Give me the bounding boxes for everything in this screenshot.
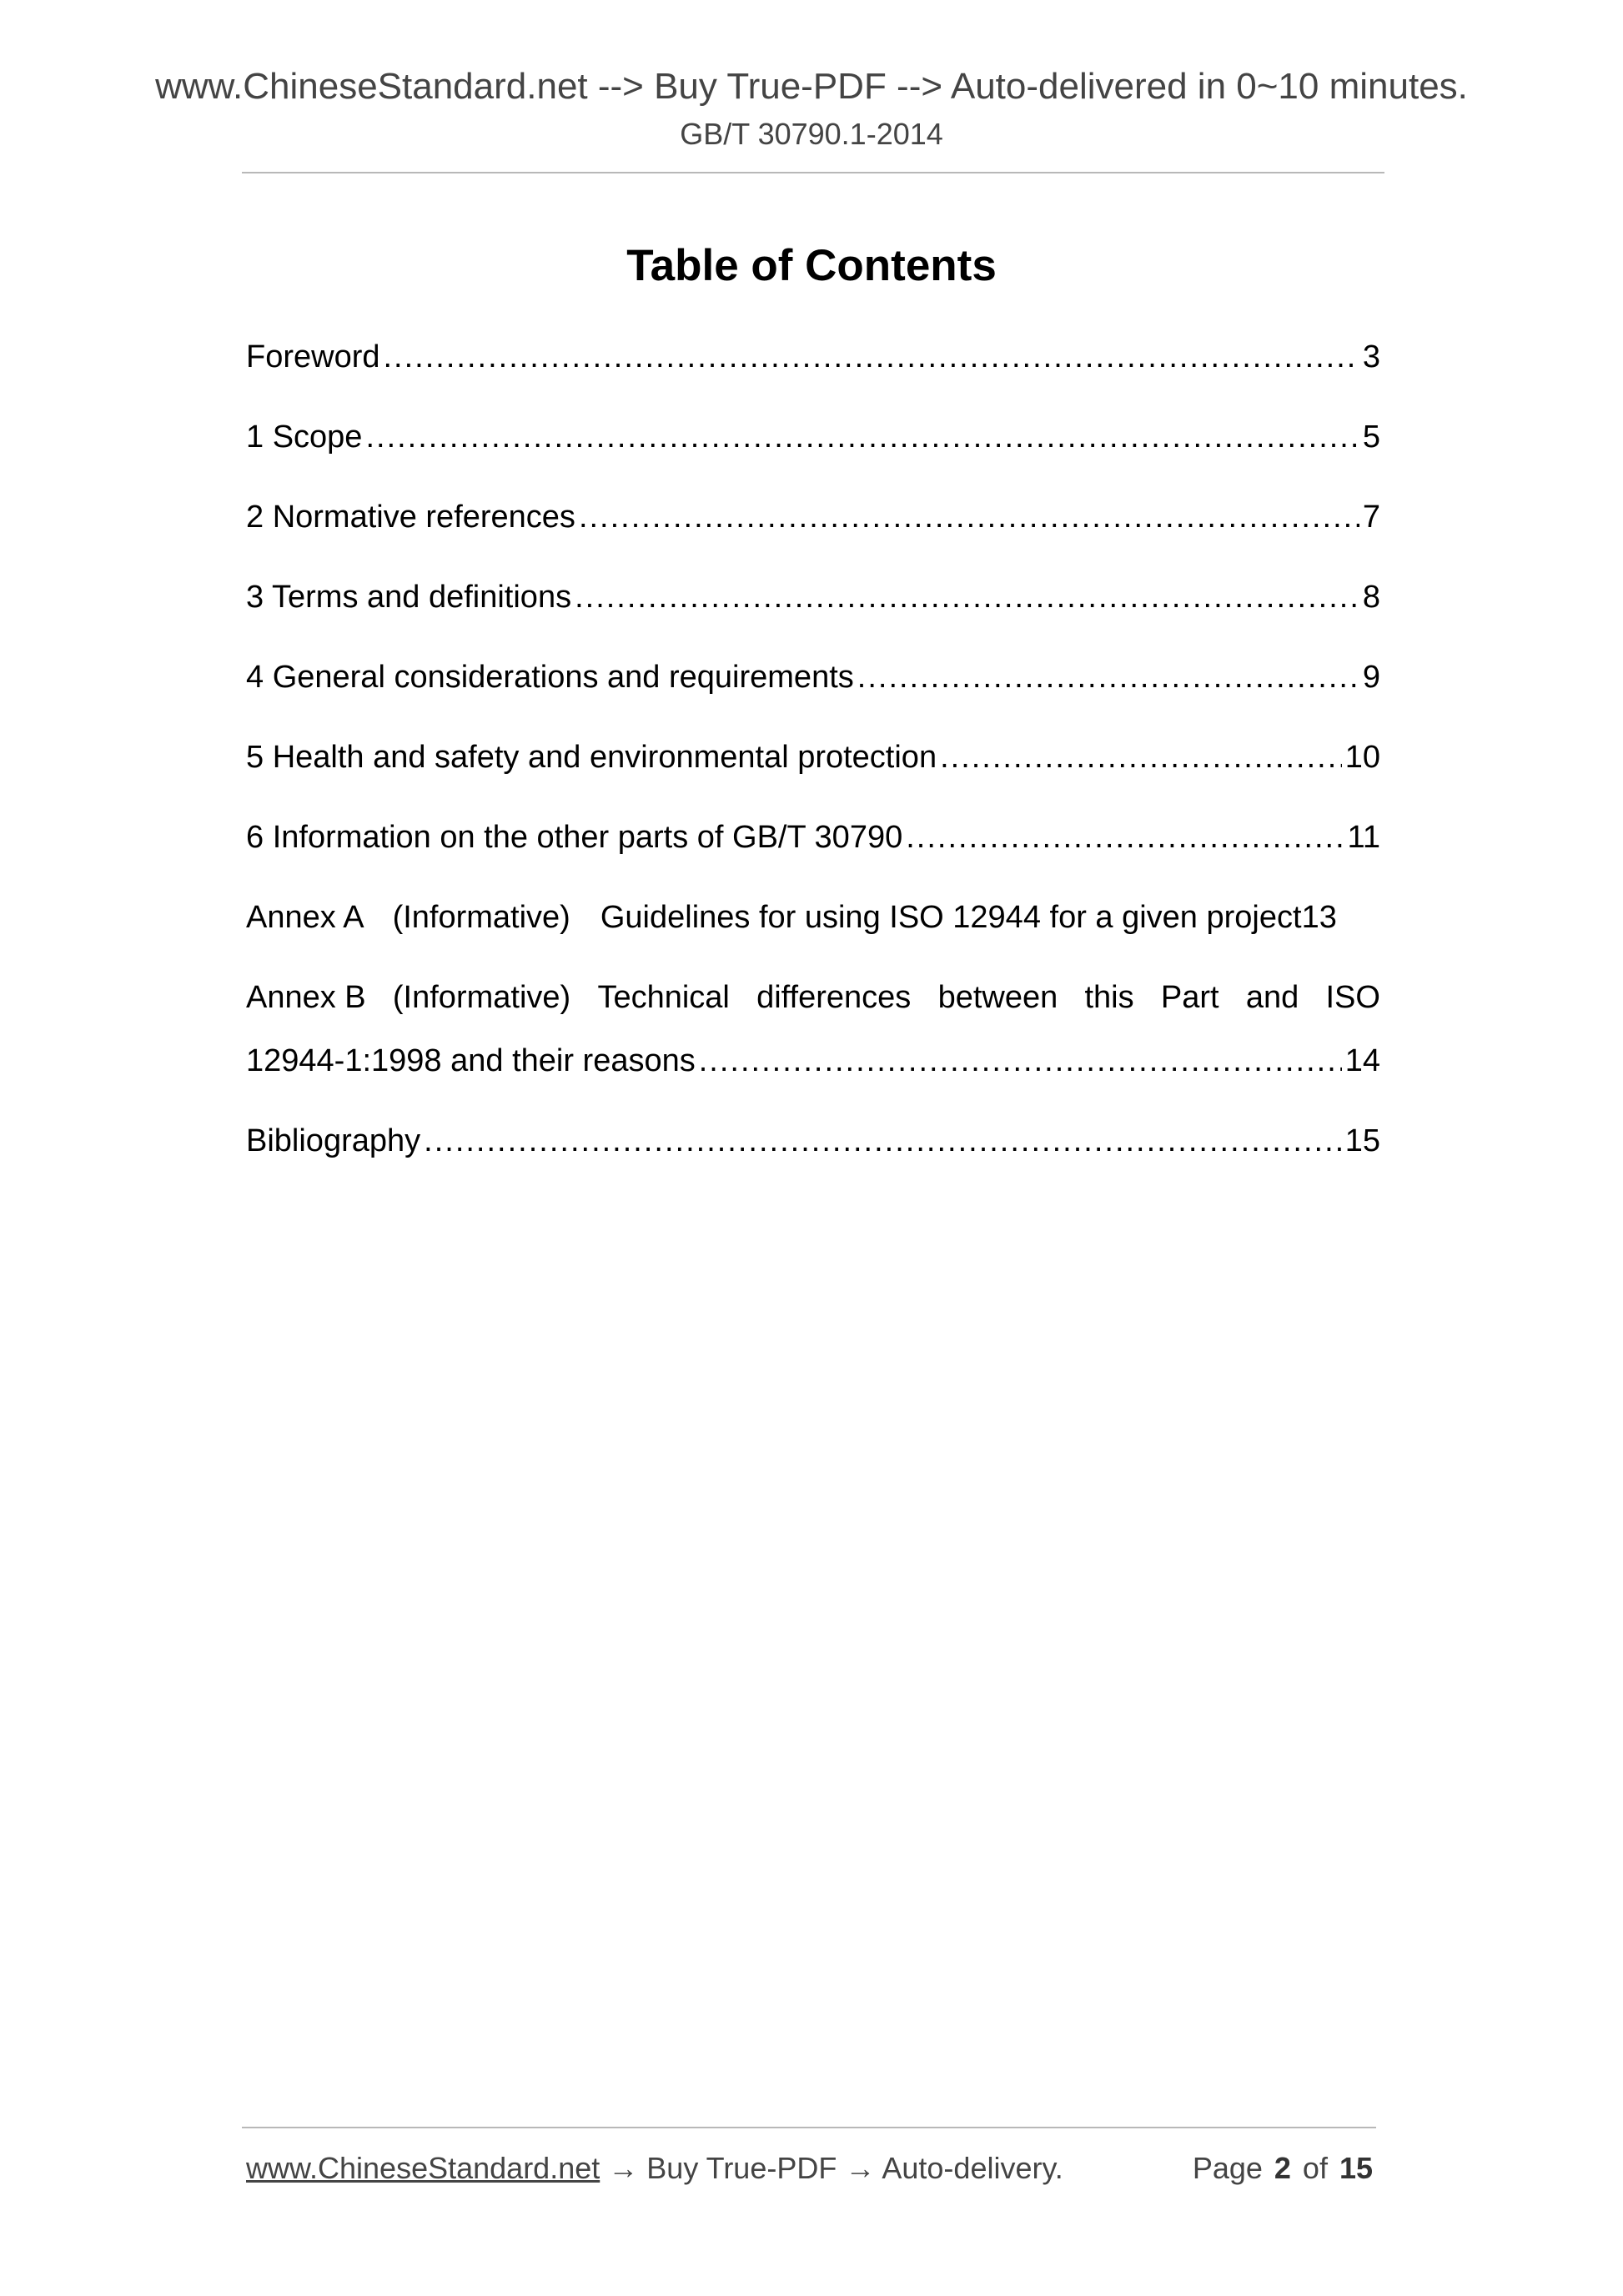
toc-label: Guidelines for using ISO 12944 for a given project — [600, 900, 1302, 935]
toc-label: 2 Normative references — [246, 500, 575, 535]
toc-entry-terms-definitions[interactable] — [246, 574, 1380, 654]
dot-leader — [579, 494, 1359, 540]
toc-page-number: 9 — [1362, 660, 1380, 695]
toc-page-number: 10 — [1344, 740, 1380, 775]
annex-type: (Informative) — [392, 900, 570, 935]
table-of-contents — [246, 334, 1380, 1198]
toc-label: 5 Health and safety and environmental protection — [246, 740, 937, 775]
toc-entry-general-considerations[interactable] — [246, 654, 1380, 734]
toc-entry-health-safety[interactable] — [246, 734, 1380, 814]
toc-entry-foreword[interactable] — [246, 334, 1380, 414]
annex-type: (Informative) — [392, 980, 571, 1015]
total-pages: 15 — [1339, 2151, 1373, 2185]
toc-label: 12944-1:1998 and their reasons — [246, 1043, 696, 1078]
header-divider — [242, 172, 1384, 173]
arrow-right-icon: → — [845, 2151, 876, 2185]
toc-label-word: differences — [756, 980, 912, 1015]
toc-entry-bibliography[interactable] — [246, 1118, 1380, 1198]
current-page-number: 2 — [1274, 2151, 1291, 2185]
toc-label: 1 Scope — [246, 420, 363, 455]
toc-entry-annex-a[interactable] — [246, 894, 1380, 974]
toc-label-word: ISO — [1325, 980, 1380, 1015]
dot-leader — [384, 334, 1359, 380]
auto-delivery-text: Auto-delivery. — [882, 2151, 1063, 2185]
toc-page-number: 7 — [1362, 500, 1380, 535]
toc-label-word: Technical — [597, 980, 730, 1015]
toc-entry-other-parts[interactable] — [246, 814, 1380, 894]
toc-entry-scope[interactable] — [246, 414, 1380, 494]
page-title: Table of Contents — [626, 241, 997, 290]
toc-page-number: 14 — [1344, 1043, 1380, 1078]
dot-leader — [906, 814, 1344, 861]
toc-label-word: between — [937, 980, 1058, 1015]
toc-entry-normative-references[interactable] — [246, 494, 1380, 574]
dot-leader — [424, 1118, 1342, 1164]
toc-page-number: 13 — [1301, 900, 1337, 935]
toc-page-number: 8 — [1362, 580, 1380, 615]
dot-leader — [575, 574, 1359, 620]
dot-leader — [857, 654, 1359, 701]
header-banner: www.ChineseStandard.net --> Buy True-PDF --> Auto-delivered in 0~10 minutes. — [155, 66, 1468, 107]
dot-leader — [940, 734, 1342, 781]
dot-leader — [699, 1037, 1342, 1084]
toc-label-word: this — [1084, 980, 1134, 1015]
dot-leader — [365, 414, 1359, 460]
toc-label: Foreword — [246, 339, 380, 374]
annex-id: Annex B — [246, 980, 366, 1015]
toc-label-word: and — [1245, 980, 1299, 1015]
annex-b-first-line — [246, 974, 1380, 1021]
annex-id: Annex A — [246, 900, 364, 935]
toc-entry-annex-b[interactable] — [246, 974, 1380, 1118]
toc-label-word: Part — [1160, 980, 1219, 1015]
page-word: Page — [1192, 2151, 1263, 2185]
toc-page-number: 3 — [1362, 339, 1380, 374]
arrow-right-icon: → — [608, 2151, 639, 2185]
page-indicator — [1193, 2148, 1373, 2188]
toc-label: Bibliography — [246, 1123, 421, 1158]
toc-page-number: 15 — [1344, 1123, 1380, 1158]
toc-label: 3 Terms and definitions — [246, 580, 572, 615]
standard-code: GB/T 30790.1-2014 — [680, 117, 943, 151]
of-word: of — [1302, 2151, 1328, 2185]
buy-pdf-text: Buy True-PDF — [646, 2151, 837, 2185]
website-link[interactable]: www.ChineseStandard.net — [246, 2151, 600, 2185]
footer-divider — [242, 2127, 1376, 2128]
toc-label: 4 General considerations and requirements — [246, 660, 854, 695]
footer-links — [246, 2148, 1063, 2188]
toc-page-number: 11 — [1347, 820, 1380, 855]
toc-page-number: 5 — [1362, 420, 1380, 455]
toc-label: 6 Information on the other parts of GB/T 30790 — [246, 820, 903, 855]
